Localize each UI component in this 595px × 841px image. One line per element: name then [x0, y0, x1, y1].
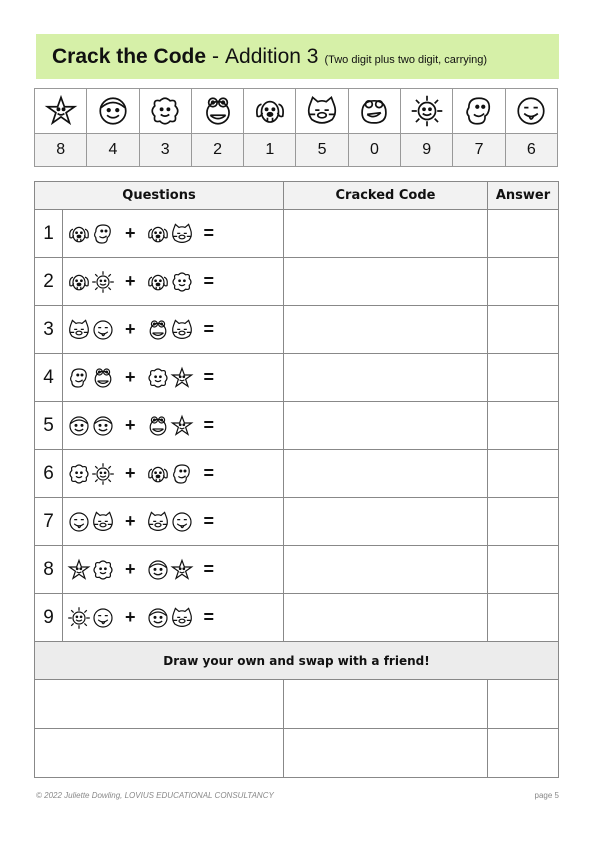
plus-sign: + — [125, 367, 136, 387]
key-smiley-girl-icon — [87, 89, 139, 134]
key-value: 7 — [453, 134, 505, 167]
tongue-face-icon — [67, 510, 91, 534]
frog-icon — [146, 318, 170, 342]
blank-question-cell[interactable] — [35, 729, 284, 778]
question-number: 9 — [35, 594, 63, 642]
code-key-table — [34, 88, 558, 167]
key-value: 8 — [35, 134, 87, 167]
question-equation — [63, 450, 284, 498]
key-value: 6 — [505, 134, 557, 167]
answer-cell[interactable] — [488, 354, 559, 402]
question-equation — [63, 258, 284, 306]
plus-sign: + — [125, 559, 136, 579]
question-equation — [63, 594, 284, 642]
question-number: 3 — [35, 306, 63, 354]
footer-page-number: page 5 — [534, 791, 559, 800]
title-subtitle: (Two digit plus two digit, carrying) — [324, 53, 488, 66]
key-cat-icon — [296, 89, 348, 134]
question-row — [35, 354, 559, 402]
smiley-girl-icon — [146, 558, 170, 582]
dog-icon — [146, 222, 170, 246]
cracked-code-cell[interactable] — [284, 210, 488, 258]
key-tongue-face-icon — [505, 89, 557, 134]
cat-icon — [170, 318, 194, 342]
blank-cracked-cell[interactable] — [284, 680, 488, 729]
question-number: 6 — [35, 450, 63, 498]
questions-table — [34, 181, 559, 778]
question-equation — [63, 402, 284, 450]
question-number: 4 — [35, 354, 63, 402]
bean-icon — [91, 222, 115, 246]
question-row — [35, 306, 559, 354]
plus-sign: + — [125, 319, 136, 339]
dog-icon — [146, 462, 170, 486]
blank-question-cell[interactable] — [35, 680, 284, 729]
equals-sign: = — [203, 607, 215, 627]
cracked-code-cell[interactable] — [284, 546, 488, 594]
title-main: Addition 3 — [225, 44, 319, 68]
bean-icon — [170, 462, 194, 486]
question-row — [35, 498, 559, 546]
equals-sign: = — [203, 463, 215, 483]
star-icon — [170, 414, 194, 438]
cat-icon — [67, 318, 91, 342]
cracked-code-cell[interactable] — [284, 450, 488, 498]
draw-your-own-label: Draw your own and swap with a friend! — [35, 642, 559, 680]
cat-icon — [170, 606, 194, 630]
key-star-icon — [35, 89, 87, 134]
question-number: 7 — [35, 498, 63, 546]
dog-icon — [67, 270, 91, 294]
title-bar — [36, 34, 559, 79]
blank-answer-cell[interactable] — [488, 680, 559, 729]
smiley-girl-icon — [67, 414, 91, 438]
star-icon — [67, 558, 91, 582]
cat-icon — [91, 510, 115, 534]
dog-icon — [146, 270, 170, 294]
answer-cell[interactable] — [488, 258, 559, 306]
title-bold: Crack the Code — [52, 44, 207, 68]
key-value: 0 — [348, 134, 400, 167]
key-value: 4 — [87, 134, 139, 167]
equals-sign: = — [203, 511, 215, 531]
tongue-face-icon — [91, 318, 115, 342]
answer-cell[interactable] — [488, 210, 559, 258]
star-icon — [170, 366, 194, 390]
cat-icon — [146, 510, 170, 534]
plus-sign: + — [125, 415, 136, 435]
question-row — [35, 450, 559, 498]
blank-cracked-cell[interactable] — [284, 729, 488, 778]
cracked-code-cell[interactable] — [284, 402, 488, 450]
key-sun-icon — [401, 89, 453, 134]
answer-cell[interactable] — [488, 498, 559, 546]
key-blob-icon — [139, 89, 191, 134]
key-dog-icon — [244, 89, 296, 134]
cracked-code-cell[interactable] — [284, 306, 488, 354]
answer-cell[interactable] — [488, 450, 559, 498]
plus-sign: + — [125, 463, 136, 483]
footer-copyright: © 2022 Juliette Dowling, LOVIUS EDUCATIONAL CONSULTANCY — [36, 791, 274, 800]
title-separator: - — [212, 44, 220, 68]
smiley-girl-icon — [91, 414, 115, 438]
tongue-face-icon — [170, 510, 194, 534]
equals-sign: = — [203, 271, 215, 291]
plus-sign: + — [125, 511, 136, 531]
question-row — [35, 210, 559, 258]
equals-sign: = — [203, 367, 215, 387]
equals-sign: = — [203, 415, 215, 435]
question-equation — [63, 546, 284, 594]
answer-cell[interactable] — [488, 402, 559, 450]
answer-cell[interactable] — [488, 594, 559, 642]
cracked-code-cell[interactable] — [284, 594, 488, 642]
smiley-girl-icon — [146, 606, 170, 630]
key-value: 2 — [191, 134, 243, 167]
cracked-code-header: Cracked Code — [284, 182, 488, 210]
question-row — [35, 546, 559, 594]
cracked-code-cell[interactable] — [284, 498, 488, 546]
frog-icon — [91, 366, 115, 390]
answer-cell[interactable] — [488, 546, 559, 594]
question-equation — [63, 210, 284, 258]
equals-sign: = — [203, 559, 215, 579]
blob-icon — [146, 366, 170, 390]
key-frog-icon — [191, 89, 243, 134]
answer-header: Answer — [488, 182, 559, 210]
dog-icon — [67, 222, 91, 246]
sun-icon — [91, 462, 115, 486]
tongue-face-icon — [91, 606, 115, 630]
answer-cell[interactable] — [488, 306, 559, 354]
plus-sign: + — [125, 223, 136, 243]
blob-icon — [170, 270, 194, 294]
questions-header: Questions — [35, 182, 284, 210]
cracked-code-cell[interactable] — [284, 258, 488, 306]
star-icon — [170, 558, 194, 582]
key-value: 9 — [401, 134, 453, 167]
bean-icon — [67, 366, 91, 390]
question-number: 1 — [35, 210, 63, 258]
cracked-code-cell[interactable] — [284, 354, 488, 402]
sun-icon — [67, 606, 91, 630]
question-equation — [63, 306, 284, 354]
blob-icon — [91, 558, 115, 582]
sun-icon — [91, 270, 115, 294]
question-row — [35, 258, 559, 306]
blank-answer-cell[interactable] — [488, 729, 559, 778]
key-value: 5 — [296, 134, 348, 167]
question-row — [35, 594, 559, 642]
question-number: 8 — [35, 546, 63, 594]
plus-sign: + — [125, 607, 136, 627]
blob-icon — [67, 462, 91, 486]
key-value: 3 — [139, 134, 191, 167]
frog-icon — [146, 414, 170, 438]
equals-sign: = — [203, 223, 215, 243]
cat-icon — [170, 222, 194, 246]
question-equation — [63, 354, 284, 402]
question-row — [35, 402, 559, 450]
question-number: 2 — [35, 258, 63, 306]
question-equation — [63, 498, 284, 546]
plus-sign: + — [125, 271, 136, 291]
key-value: 1 — [244, 134, 296, 167]
question-number: 5 — [35, 402, 63, 450]
equals-sign: = — [203, 319, 215, 339]
key-bean-icon — [453, 89, 505, 134]
key-monster-icon — [348, 89, 400, 134]
